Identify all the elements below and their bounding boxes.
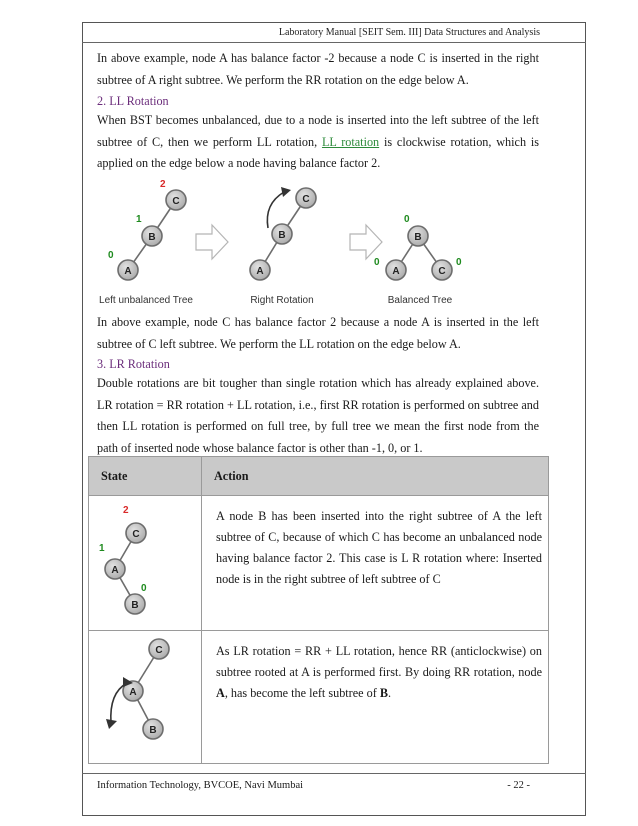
header-action: Action xyxy=(202,457,549,496)
left-factor-c: 2 xyxy=(160,179,166,190)
header-rule xyxy=(82,42,586,43)
heading-ll-rotation: 2. LL Rotation xyxy=(97,94,169,108)
caption-balanced: Balanced Tree xyxy=(387,295,453,306)
footer-institution: Information Technology, BVCOE, Navi Mumbai xyxy=(97,780,304,791)
left-factor-a: 0 xyxy=(108,250,114,261)
action-2-bold-b: B xyxy=(379,686,388,700)
running-header: Laboratory Manual [SEIT Sem. III] Data Structures and Analysis xyxy=(278,27,540,38)
lr-state-diagram-2 xyxy=(89,631,189,753)
state-cell-1 xyxy=(89,496,202,631)
right-node-3: C xyxy=(438,266,446,277)
row1-node-b: B xyxy=(131,600,139,611)
right-factor-c: 0 xyxy=(456,257,462,268)
lr-state-diagram-1 xyxy=(89,496,189,620)
right-node-1: B xyxy=(414,232,422,243)
lr-rotation-table xyxy=(88,456,549,764)
action-2-text: As LR rotation = RR + LL rotation, hence RR (anticlockwise) on subtree rooted at A is performed first. By doing RR rotation, node xyxy=(216,644,542,679)
left-node-3: A xyxy=(124,266,132,277)
action-2-text-mid: , has become the left subtree of xyxy=(224,686,380,700)
table-row xyxy=(89,496,549,631)
paragraph-rr-example: In above example, node A has balance factor -2 because a node C is inserted in the right subtree of A right subtree. We perform the RR rotation on the edge below A. xyxy=(97,51,539,87)
table-row xyxy=(89,631,549,764)
right-node-2: A xyxy=(392,266,400,277)
footer-rule xyxy=(82,773,586,774)
paragraph-ll-example: In above example, node C has balance factor 2 because a node A is inserted in the left subtree of C left subtree. We perform the LL rotation on the edge below A. xyxy=(97,315,539,351)
block-arrow-icon xyxy=(196,225,228,259)
page-number: - 22 - xyxy=(507,780,530,791)
clockwise-arrow-icon xyxy=(267,192,284,228)
action-cell-2 xyxy=(202,631,549,764)
ll-intro-text-end: is clockwise rotation, which is applied on the edge below a node having balance factor 2. xyxy=(97,134,539,170)
table-header-row xyxy=(89,457,549,496)
action-2-text-end: . xyxy=(387,686,391,700)
middle-node-3: A xyxy=(256,266,264,277)
action-cell-1: A node B has been inserted into the right subtree of A the left subtree of C, because of which C has become an unbalanced node having balance factor 2. This case is L R rotation where: Inserted node is in the right subtree of left subtree of C xyxy=(202,496,549,631)
right-factor-a: 0 xyxy=(374,257,380,268)
heading-lr-rotation: 3. LR Rotation xyxy=(97,357,170,371)
row1-factor-a: 1 xyxy=(99,543,105,554)
row2-node-b: B xyxy=(149,725,157,736)
right-factor-b: 0 xyxy=(404,214,410,225)
header-state: State xyxy=(89,457,202,496)
block-arrow-icon xyxy=(350,225,382,259)
left-node-1: C xyxy=(172,196,180,207)
middle-node-2: B xyxy=(278,230,286,241)
ll-rotation-link[interactable]: LL rotation xyxy=(321,134,380,149)
caption-right-rotation: Right Rotation xyxy=(250,295,314,306)
paragraph-ll-intro xyxy=(97,110,539,175)
left-factor-b: 1 xyxy=(136,214,142,225)
ll-rotation-diagram xyxy=(88,178,558,314)
arrowhead-icon xyxy=(106,719,117,729)
action-2-bold-a: A xyxy=(216,686,225,700)
paragraph-lr-intro: Double rotations are bit tougher than single rotation which has already explained above. LR rotation = RR rotation + LL rotation, i.e., first RR rotation is performed on subtree and then LL rotation is performed on full tree, by full tree we mean the first node from the path of inserted node whose balance factor is other than -1, 0, or 1. xyxy=(97,376,539,455)
left-node-2: B xyxy=(148,232,156,243)
row1-factor-b: 0 xyxy=(141,583,147,594)
ll-intro-text: When BST becomes unbalanced, due to a node is inserted into the left subtree of the left subtree of C, then we perform LL rotation, xyxy=(97,113,539,149)
row1-node-c: C xyxy=(132,529,140,540)
row2-node-a: A xyxy=(129,687,137,698)
caption-left-unbalanced: Left unbalanced Tree xyxy=(99,295,193,306)
state-cell-2 xyxy=(89,631,202,764)
arrowhead-icon xyxy=(281,187,291,197)
row1-node-a: A xyxy=(111,565,119,576)
middle-node-1: C xyxy=(302,194,310,205)
row1-factor-c: 2 xyxy=(123,505,129,516)
row2-node-c: C xyxy=(155,645,163,656)
